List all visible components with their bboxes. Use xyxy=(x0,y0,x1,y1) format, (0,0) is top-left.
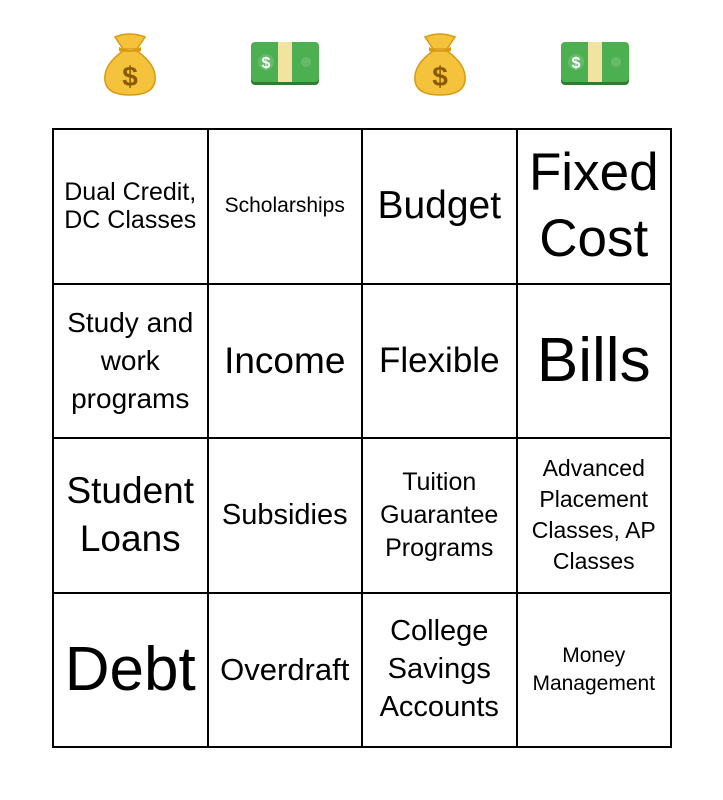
cell-text: Overdraft xyxy=(220,652,350,688)
svg-text:$: $ xyxy=(431,61,448,92)
svg-text:$: $ xyxy=(121,61,138,92)
bingo-cell[interactable] xyxy=(518,130,673,285)
bingo-cell[interactable] xyxy=(518,285,673,440)
bingo-cell[interactable] xyxy=(209,130,364,285)
svg-text:$: $ xyxy=(571,55,580,72)
dollar-banknote-icon xyxy=(517,0,672,128)
cell-text: Income xyxy=(224,339,346,381)
bingo-card xyxy=(52,128,672,748)
bingo-cell[interactable] xyxy=(54,439,209,594)
cell-text: Student Loans xyxy=(66,470,195,560)
cell-text: Advanced Placement Classes, AP Classes xyxy=(531,455,656,575)
cell-text: Study and work programs xyxy=(67,307,194,414)
money-bag-icon xyxy=(52,0,207,128)
cell-text: Scholarships xyxy=(224,194,345,218)
bingo-cell[interactable] xyxy=(209,594,364,749)
cell-text: Bills xyxy=(536,325,651,395)
cell-text: Money Management xyxy=(532,644,656,695)
bingo-cell[interactable] xyxy=(518,439,673,594)
bingo-cell[interactable] xyxy=(209,285,364,440)
cell-text: Subsidies xyxy=(221,498,348,531)
bingo-cell[interactable] xyxy=(363,594,518,749)
bingo-cell[interactable] xyxy=(518,594,673,749)
header-icons xyxy=(52,0,672,128)
bingo-cell[interactable] xyxy=(363,285,518,440)
svg-text:$: $ xyxy=(261,55,270,72)
cell-text: College Savings Accounts xyxy=(379,615,499,723)
cell-text: Debt xyxy=(64,634,196,704)
bingo-cell[interactable] xyxy=(54,285,209,440)
cell-text: Dual Credit, DC Classes xyxy=(64,178,197,235)
bingo-cell[interactable] xyxy=(363,130,518,285)
cell-text: Flexible xyxy=(378,340,500,380)
bingo-cell[interactable] xyxy=(54,130,209,285)
bingo-cell[interactable] xyxy=(209,439,364,594)
cell-text: Tuition Guarantee Programs xyxy=(380,467,499,562)
bingo-cell[interactable] xyxy=(54,594,209,749)
cell-text: Fixed Cost xyxy=(528,143,659,269)
cell-text: Budget xyxy=(377,184,502,228)
bingo-cell[interactable] xyxy=(363,439,518,594)
dollar-banknote-icon xyxy=(207,0,362,128)
money-bag-icon xyxy=(362,0,517,128)
